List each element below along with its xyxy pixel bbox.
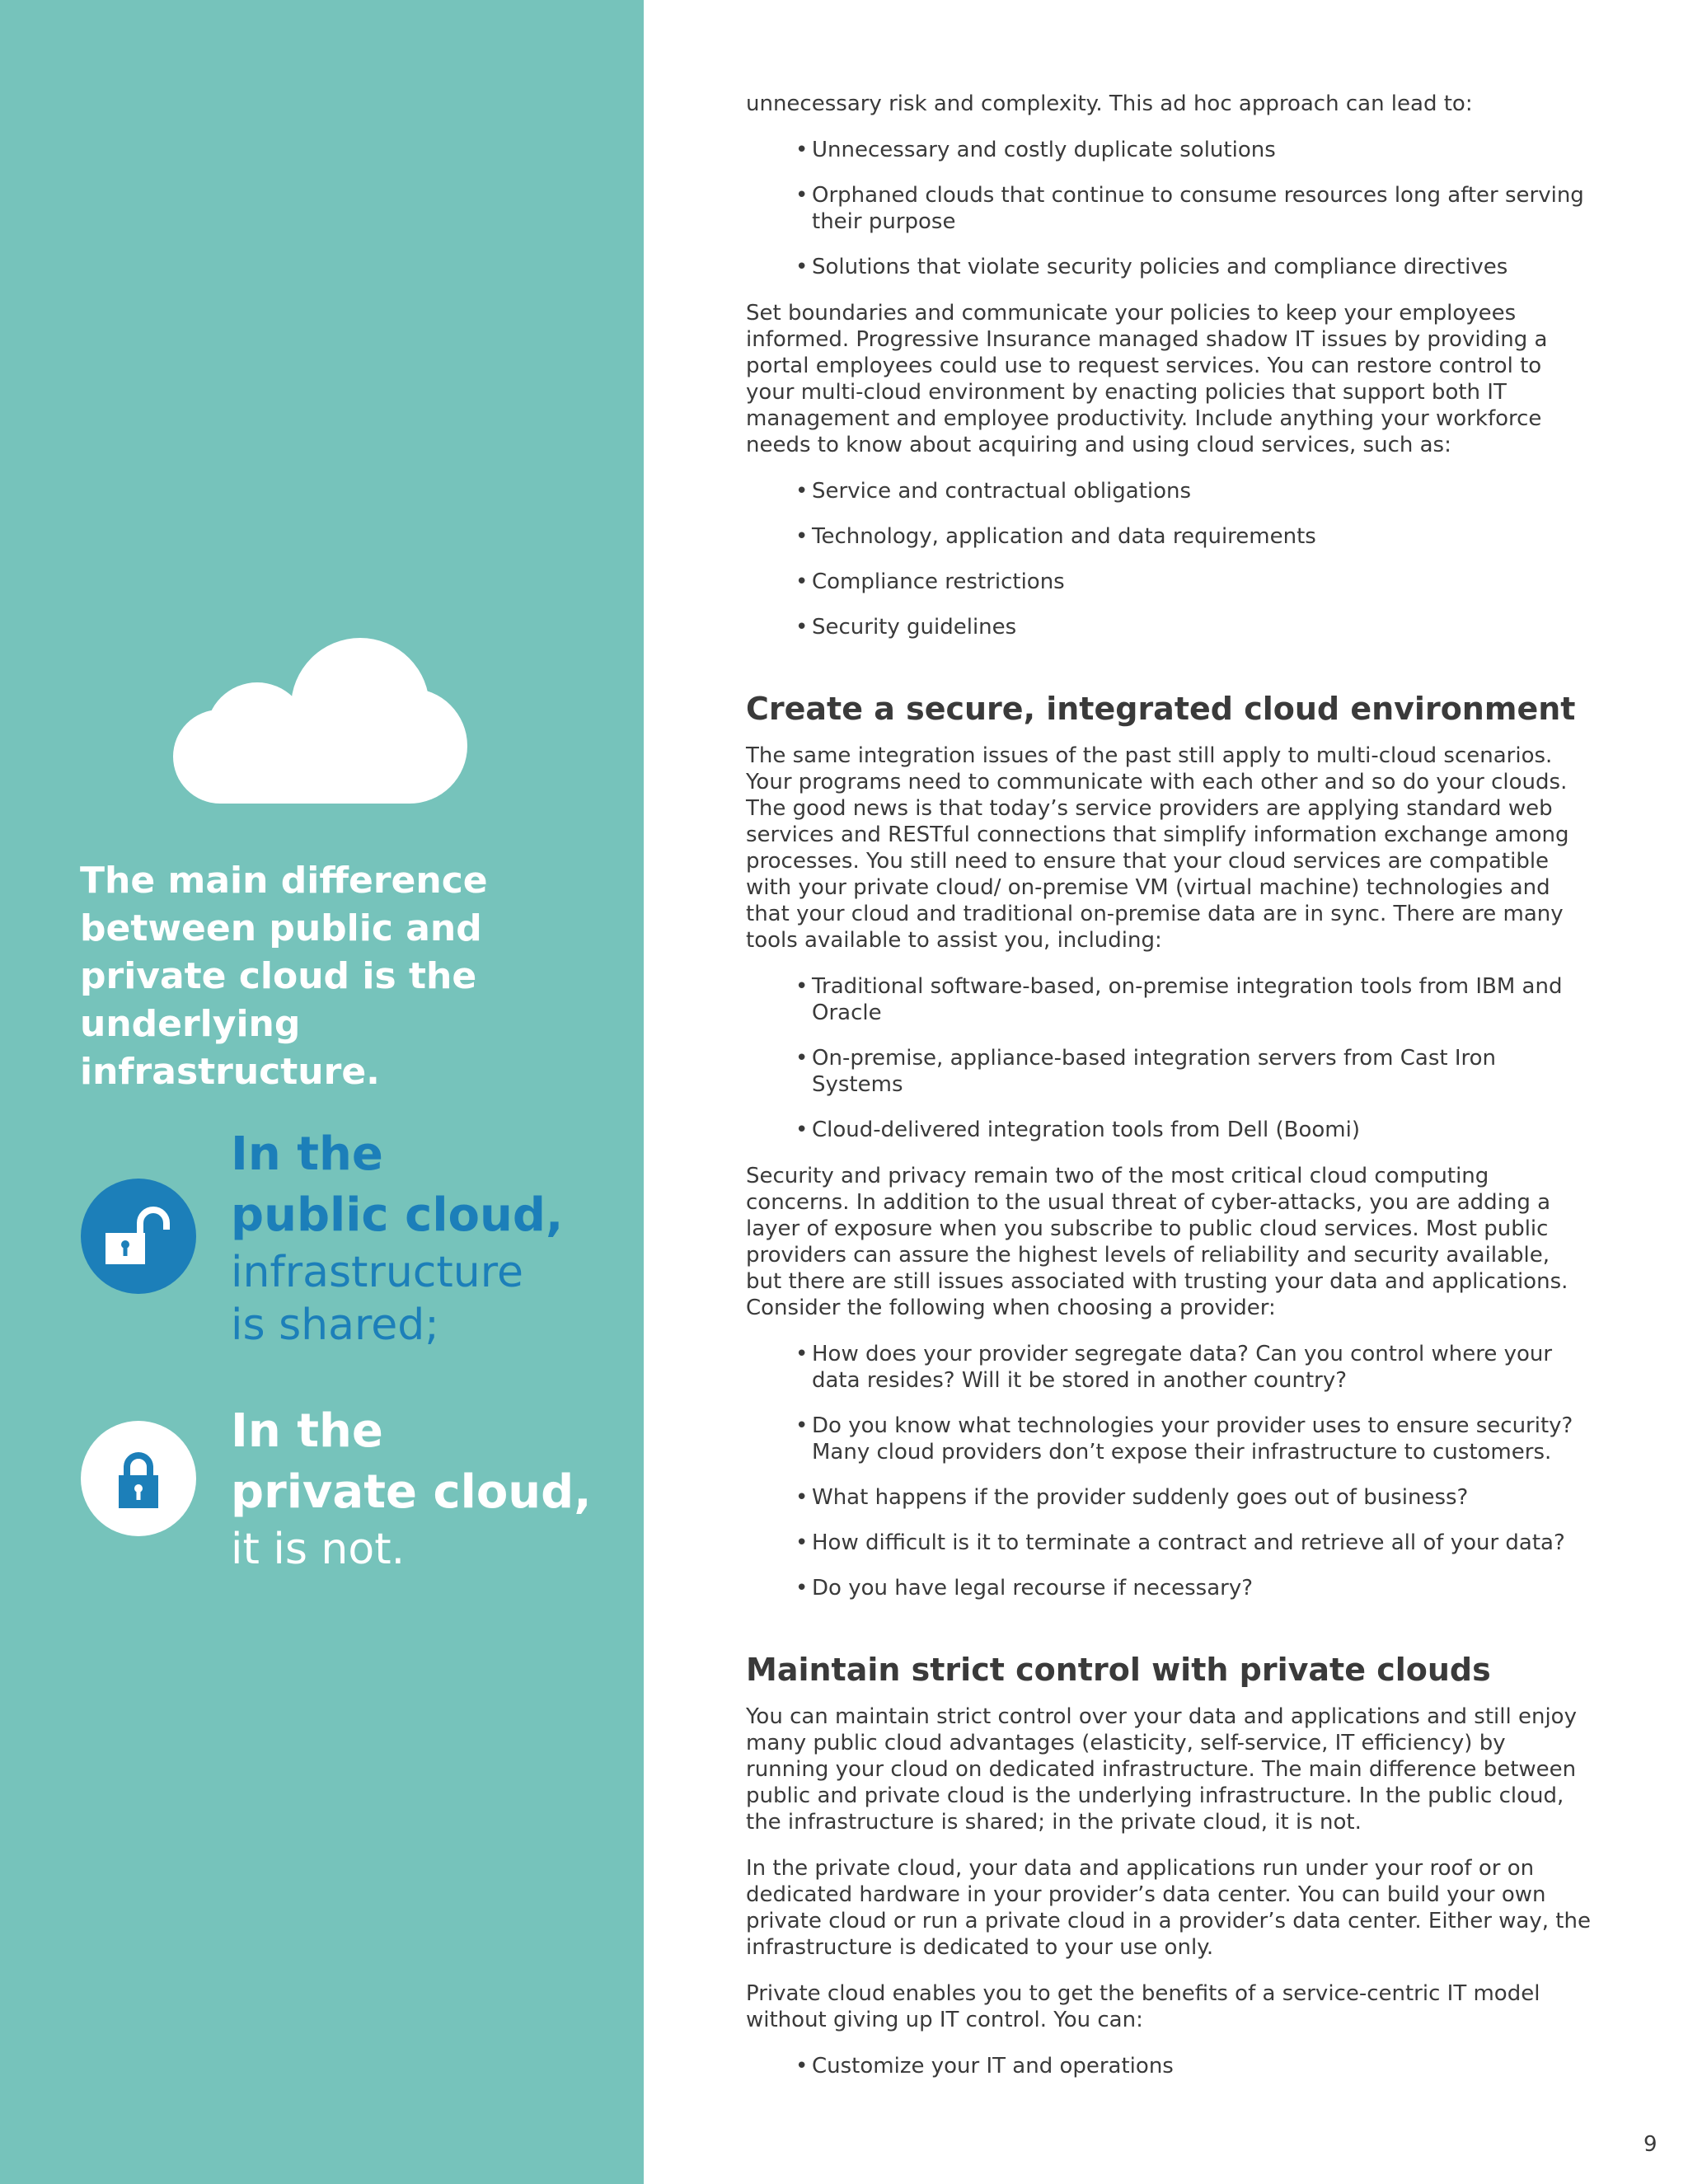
locked-padlock-icon bbox=[81, 1421, 196, 1536]
section-heading-private-clouds: Maintain strict control with private clouds bbox=[746, 1652, 1491, 1688]
sidebar-panel bbox=[0, 0, 644, 2184]
provider-questions-list bbox=[746, 1341, 1591, 1601]
public-cloud-line-4: is shared; bbox=[231, 1301, 439, 1350]
public-lock-badge bbox=[81, 1179, 196, 1294]
public-cloud-line-2: public cloud, bbox=[231, 1188, 564, 1242]
private-cloud-benefits-list bbox=[746, 2053, 1591, 2079]
public-cloud-line-3: infrastructure bbox=[231, 1248, 523, 1297]
private-cloud-line-2: private cloud, bbox=[231, 1465, 592, 1519]
list-item: • Customize your IT and operations bbox=[795, 2053, 1591, 2079]
list-item: • Solutions that violate security policies and compliance directives bbox=[795, 254, 1591, 280]
public-cloud-line-1: In the bbox=[231, 1127, 383, 1181]
list-item: • How does your provider segregate data? Can you control where your data resides? Will it be stored in another country? bbox=[795, 1341, 1591, 1394]
list-item: • Traditional software-based, on-premise integration tools from IBM and Oracle bbox=[795, 973, 1591, 1026]
unlocked-padlock-icon bbox=[81, 1179, 196, 1294]
list-item: • Compliance restrictions bbox=[795, 569, 1591, 595]
pull-quote: The main difference between public and private cloud is the underlying infrastructure. bbox=[80, 860, 488, 1093]
ad-hoc-risks-list bbox=[746, 137, 1591, 280]
integration-paragraph: The same integration issues of the past still apply to multi-cloud scenarios. Your programs need to communicate with each other and so do your clouds. The good news is that today’s service providers are applying standard web services and RESTful connections that simplify information exchange among processes. You still need to ensure that your cloud services are compatible with your private cloud/ on-premise VM (virtual machine) technologies and that your cloud and traditional on-premise data are in sync. There are many tools available to assist you, including: bbox=[746, 743, 1569, 953]
list-item: • Unnecessary and costly duplicate solutions bbox=[795, 137, 1591, 163]
strict-control-paragraph: You can maintain strict control over your data and applications and still enjoy many public cloud advantages (elasticity, self-service, IT efficiency) by running your cloud on dedicated infrastructure. The main difference between public and private cloud is the underlying infrastructure. In the public cloud, the infrastructure is shared; in the private cloud, it is not. bbox=[746, 1704, 1577, 1835]
integration-tools-list bbox=[746, 973, 1591, 1143]
list-item: • Service and contractual obligations bbox=[795, 478, 1591, 504]
list-item: • Orphaned clouds that continue to consume resources long after serving their purpose bbox=[795, 182, 1591, 235]
private-cloud-line-1: In the bbox=[231, 1404, 383, 1458]
private-cloud-line-3: it is not. bbox=[231, 1525, 406, 1574]
list-item: • Do you have legal recourse if necessary? bbox=[795, 1575, 1591, 1601]
list-item: • Technology, application and data requirements bbox=[795, 523, 1591, 550]
security-paragraph: Security and privacy remain two of the most critical cloud computing concerns. In addition to the usual threat of cyber-attacks, you are adding a layer of exposure when you subscribe to public cloud services. Most public providers can assure the highest levels of reliability and security available, but there are still issues associated with trusting your data and applications. Consider the following when choosing a provider: bbox=[746, 1164, 1568, 1320]
policies-paragraph: Set boundaries and communicate your policies to keep your employees informed. Progressive Insurance managed shadow IT issues by providing a portal employees could use to request services. You can restore control to your multi-cloud environment by enacting policies that support both IT management and employee productivity. Include anything your workforce needs to know about acquiring and using cloud services, such as: bbox=[746, 301, 1548, 457]
private-lock-badge bbox=[81, 1421, 196, 1536]
main-content bbox=[746, 91, 1591, 2099]
list-item: • Do you know what technologies your provider uses to ensure security? Many cloud providers don’t expose their infrastructure to customers. bbox=[795, 1413, 1591, 1465]
list-item: • Security guidelines bbox=[795, 614, 1591, 640]
section-heading-integrated-environment: Create a secure, integrated cloud environment bbox=[746, 691, 1576, 727]
list-item: • Cloud-delivered integration tools from Dell (Boomi) bbox=[795, 1117, 1591, 1143]
list-item: • On-premise, appliance-based integration servers from Cast Iron Systems bbox=[795, 1045, 1591, 1098]
intro-paragraph: unnecessary risk and complexity. This ad hoc approach can lead to: bbox=[746, 91, 1473, 116]
policy-topics-list bbox=[746, 478, 1591, 640]
private-cloud-paragraph: In the private cloud, your data and applications run under your roof or on dedicated hardware in your provider’s data center. You can build your own private cloud or run a private cloud in a provider’s data center. Either way, the infrastructure is dedicated to your use only. bbox=[746, 1856, 1591, 1960]
public-cloud-statement bbox=[231, 1124, 563, 1352]
page-number: 9 bbox=[1643, 2132, 1658, 2157]
private-cloud-statement bbox=[231, 1401, 592, 1576]
list-item: • What happens if the provider suddenly goes out of business? bbox=[795, 1484, 1591, 1511]
list-item: • How difficult is it to terminate a contract and retrieve all of your data? bbox=[795, 1530, 1591, 1556]
service-centric-paragraph: Private cloud enables you to get the benefits of a service-centric IT model without giving up IT control. You can: bbox=[746, 1981, 1540, 2032]
cloud-icon bbox=[162, 618, 469, 804]
